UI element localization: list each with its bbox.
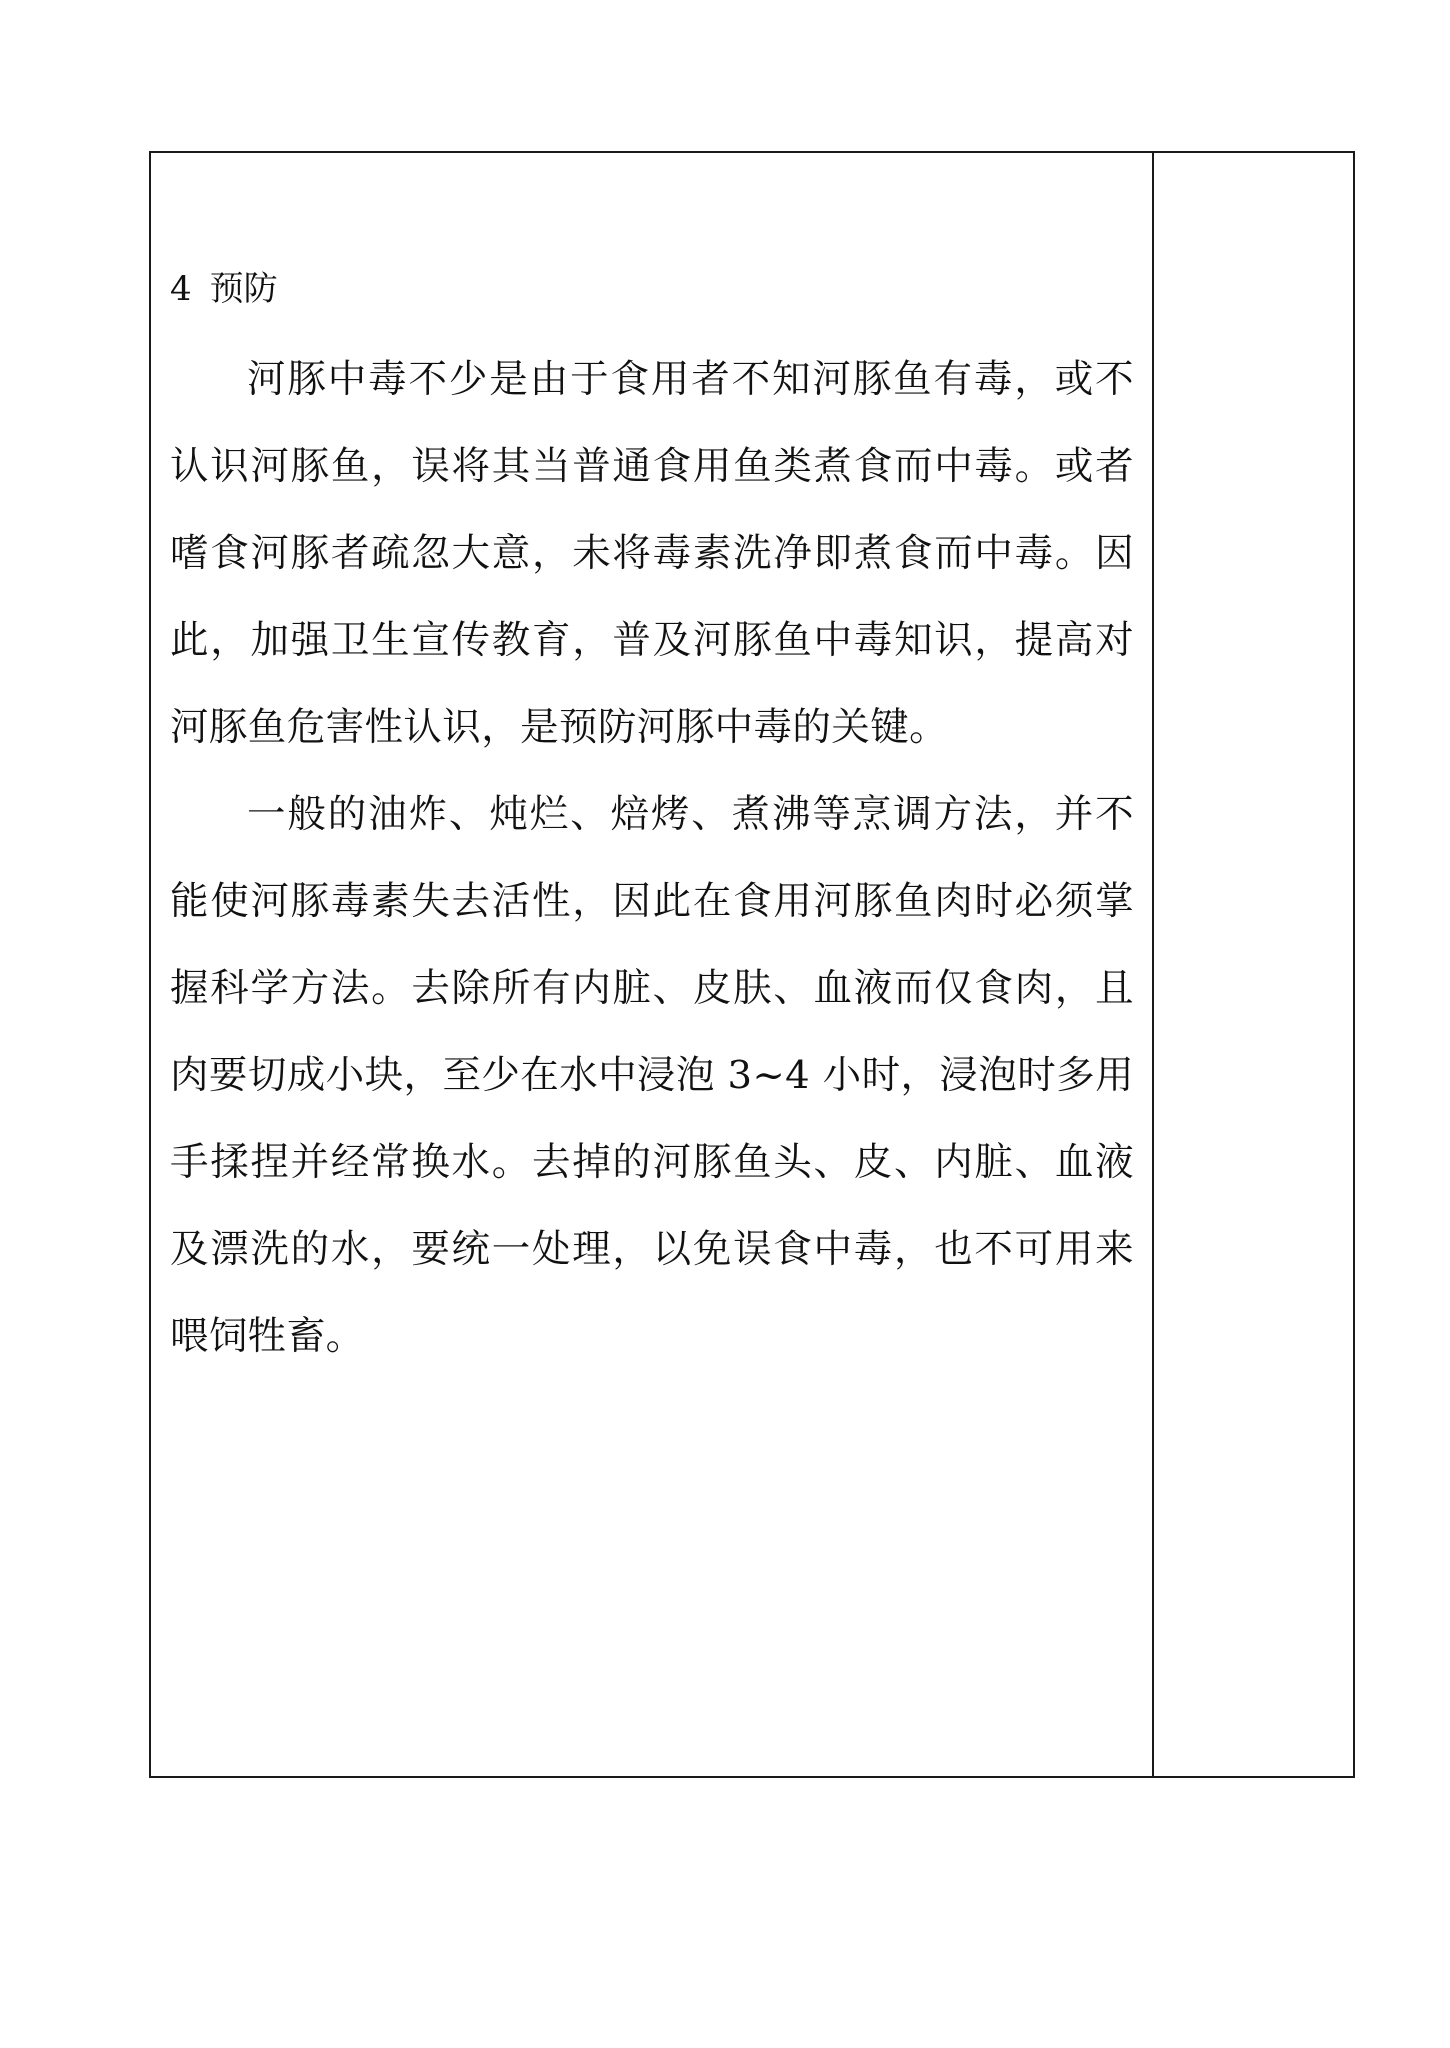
section-heading [170,266,1134,314]
paragraph-2: 一般的油炸、炖烂、焙烤、煮沸等烹调方法，并不能使河豚毒素失去活性，因此在食用河豚鱼肉时必须掌握科学方法。去除所有内脏、皮肤、血液而仅食肉，且肉要切成小块，至少在水中浸泡 3~4 小时，浸泡时多用手揉捏并经常换水。去掉的河豚鱼头、皮、内脏、血液及漂洗的水，要统一处理，以免误食中毒，也不可用来喂饲牲畜。 [170,791,1134,1359]
content-body [170,266,1134,1380]
form-table [149,151,1355,1778]
section-number: 4 [170,269,192,309]
side-cell [1154,153,1353,1776]
content-cell [151,153,1154,1776]
section-title: 预防 [209,269,278,309]
paragraph-1: 河豚中毒不少是由于食用者不知河豚鱼有毒，或不认识河豚鱼，误将其当普通食用鱼类煮食而中毒。或者嗜食河豚者疏忽大意，未将毒素洗净即煮食而中毒。因此，加强卫生宣传教育，普及河豚鱼中毒知识，提高对河豚鱼危害性认识，是预防河豚中毒的关键。 [170,356,1134,750]
